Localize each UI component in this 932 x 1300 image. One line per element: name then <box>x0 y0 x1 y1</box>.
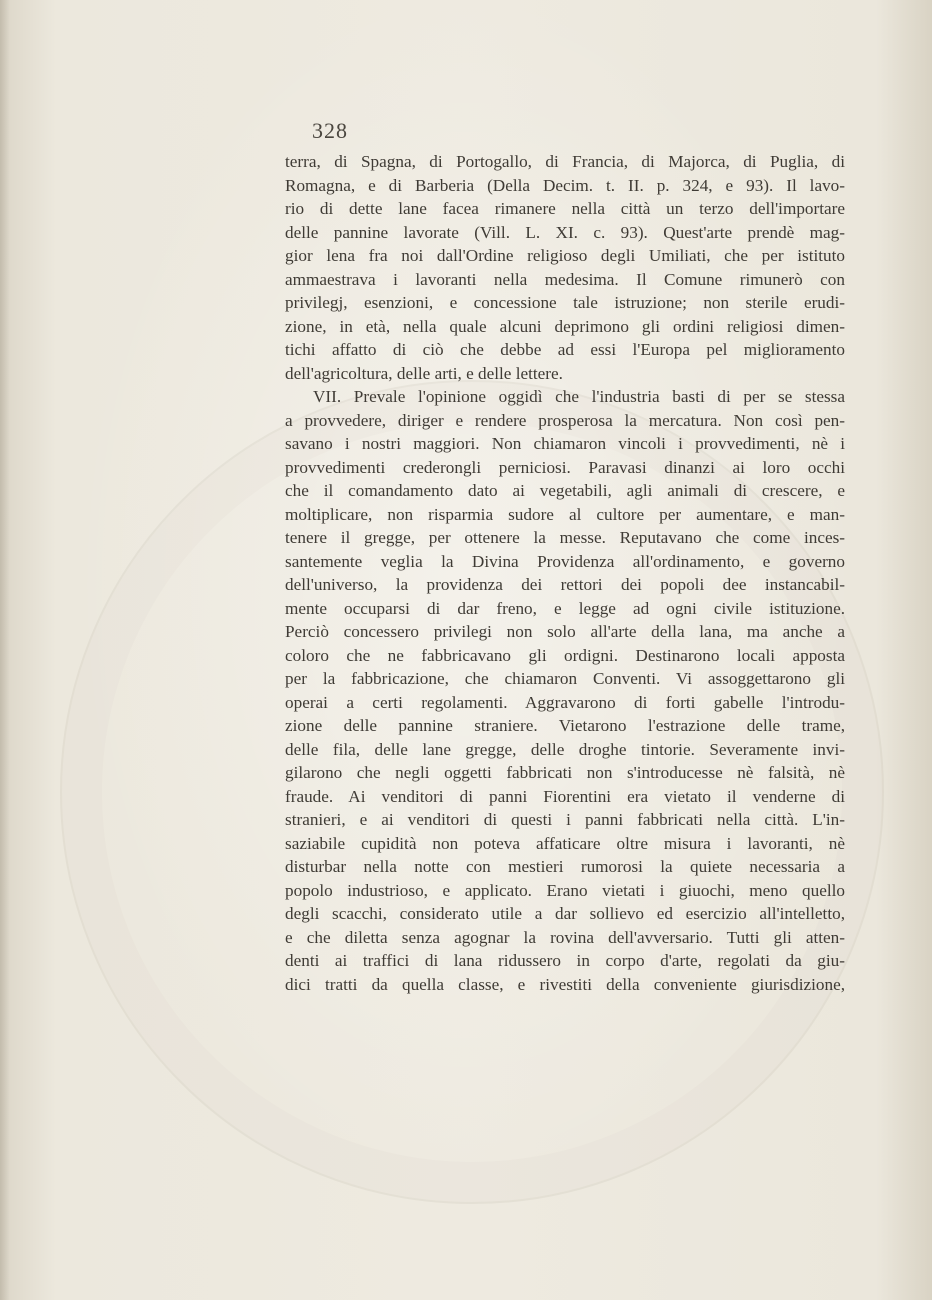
text-line: Romagna, e di Barberia (Della Decim. t. II. p. 324, e 93). Il lavo- <box>285 175 845 195</box>
text-line: privilegj, esenzioni, e concessione tale istruzione; non sterile erudi- <box>285 293 845 312</box>
text-line: delle pannine lavorate (Vill. L. XI. c. 93). Quest'arte prendè mag- <box>285 222 845 242</box>
text-line: disturbar nella notte con mestieri rumorosi la quiete necessaria a <box>285 857 845 876</box>
text-line: saziabile cupidità non poteva affaticare oltre misura i lavoranti, nè <box>285 833 845 853</box>
text-line: tenere il gregge, per ottenere la messe. Reputavano che come inces- <box>285 528 845 547</box>
text-line: rio di dette lane facea rimanere nella città un terzo dell'importare <box>285 199 845 218</box>
text-line: e che diletta senza agognar la rovina dell'avversario. Tutti gli atten- <box>285 927 845 947</box>
page-edge-shadow <box>0 0 10 1300</box>
text-line: stranieri, e ai venditori di questi i panni fabbricati nella città. L'in- <box>285 810 845 829</box>
text-line: dici tratti da quella classe, e rivestiti della conveniente giurisdizione, <box>285 974 845 994</box>
text-line: dell'universo, la providenza dei rettori dei popoli dee instancabil- <box>285 575 845 594</box>
text-line: a provvedere, diriger e rendere prosperosa la mercatura. Non così pen- <box>285 410 845 430</box>
paragraph-2 <box>285 385 845 996</box>
page-number: 328 <box>312 118 348 143</box>
text-line: denti ai traffici di lana ridussero in corpo d'arte, regolati da giu- <box>285 951 845 970</box>
text-line: provvedimenti crederongli perniciosi. Paravasi dinanzi ai loro occhi <box>285 457 845 477</box>
text-line: gior lena fra noi dall'Ordine religioso degli Umiliati, che per istituto <box>285 246 845 265</box>
text-line: Perciò concessero privilegi non solo all'arte della lana, ma anche a <box>285 622 845 641</box>
text-line: delle fila, delle lane gregge, delle droghe tintorie. Severamente invi- <box>285 739 845 759</box>
text-line: zione, in età, nella quale alcuni deprimono gli ordini religiosi dimen- <box>285 316 845 336</box>
text-line: operai a certi regolamenti. Aggravarono di forti gabelle l'introdu- <box>285 692 845 712</box>
text-line: VII. Prevale l'opinione oggidì che l'industria basti di per se stessa <box>313 387 845 406</box>
text-line: moltiplicare, non risparmia sudore al cultore per aumentare, e man- <box>285 504 845 524</box>
text-line: coloro che ne fabbricavano gli ordigni. Destinarono locali apposta <box>285 645 845 665</box>
text-line: dell'agricoltura, delle arti, e delle lettere. <box>285 363 563 383</box>
body-text <box>285 150 845 996</box>
paragraph-1 <box>285 150 845 385</box>
text-line: degli scacchi, considerato utile a dar sollievo ed esercizio all'intelletto, <box>285 904 845 923</box>
text-line: zione delle pannine straniere. Vietarono l'estrazione delle trame, <box>285 716 845 735</box>
text-line: ammaestrava i lavoranti nella medesima. Il Comune rimunerò con <box>285 269 845 289</box>
text-line: popolo industrioso, e applicato. Erano vietati i giuochi, meno quello <box>285 880 845 900</box>
text-line: savano i nostri maggiori. Non chiamaron vincoli i provvedimenti, nè i <box>285 434 845 453</box>
text-line: gilarono che negli oggetti fabbricati non s'introducesse nè falsità, nè <box>285 763 845 782</box>
text-line: che il comandamento dato ai vegetabili, agli animali di crescere, e <box>285 481 845 500</box>
text-line: mente occuparsi di dar freno, e legge ad ogni civile istituzione. <box>285 598 845 618</box>
text-line: santemente veglia la Divina Providenza all'ordinamento, e governo <box>285 551 845 571</box>
text-line: terra, di Spagna, di Portogallo, di Francia, di Majorca, di Puglia, di <box>285 152 845 171</box>
text-line: tichi affatto di ciò che debbe ad essi l'Europa pel miglioramento <box>285 340 845 359</box>
text-line: fraude. Ai venditori di panni Fiorentini era vietato il venderne di <box>285 786 845 806</box>
text-line: per la fabbricazione, che chiamaron Conventi. Vi assoggettarono gli <box>285 669 845 688</box>
